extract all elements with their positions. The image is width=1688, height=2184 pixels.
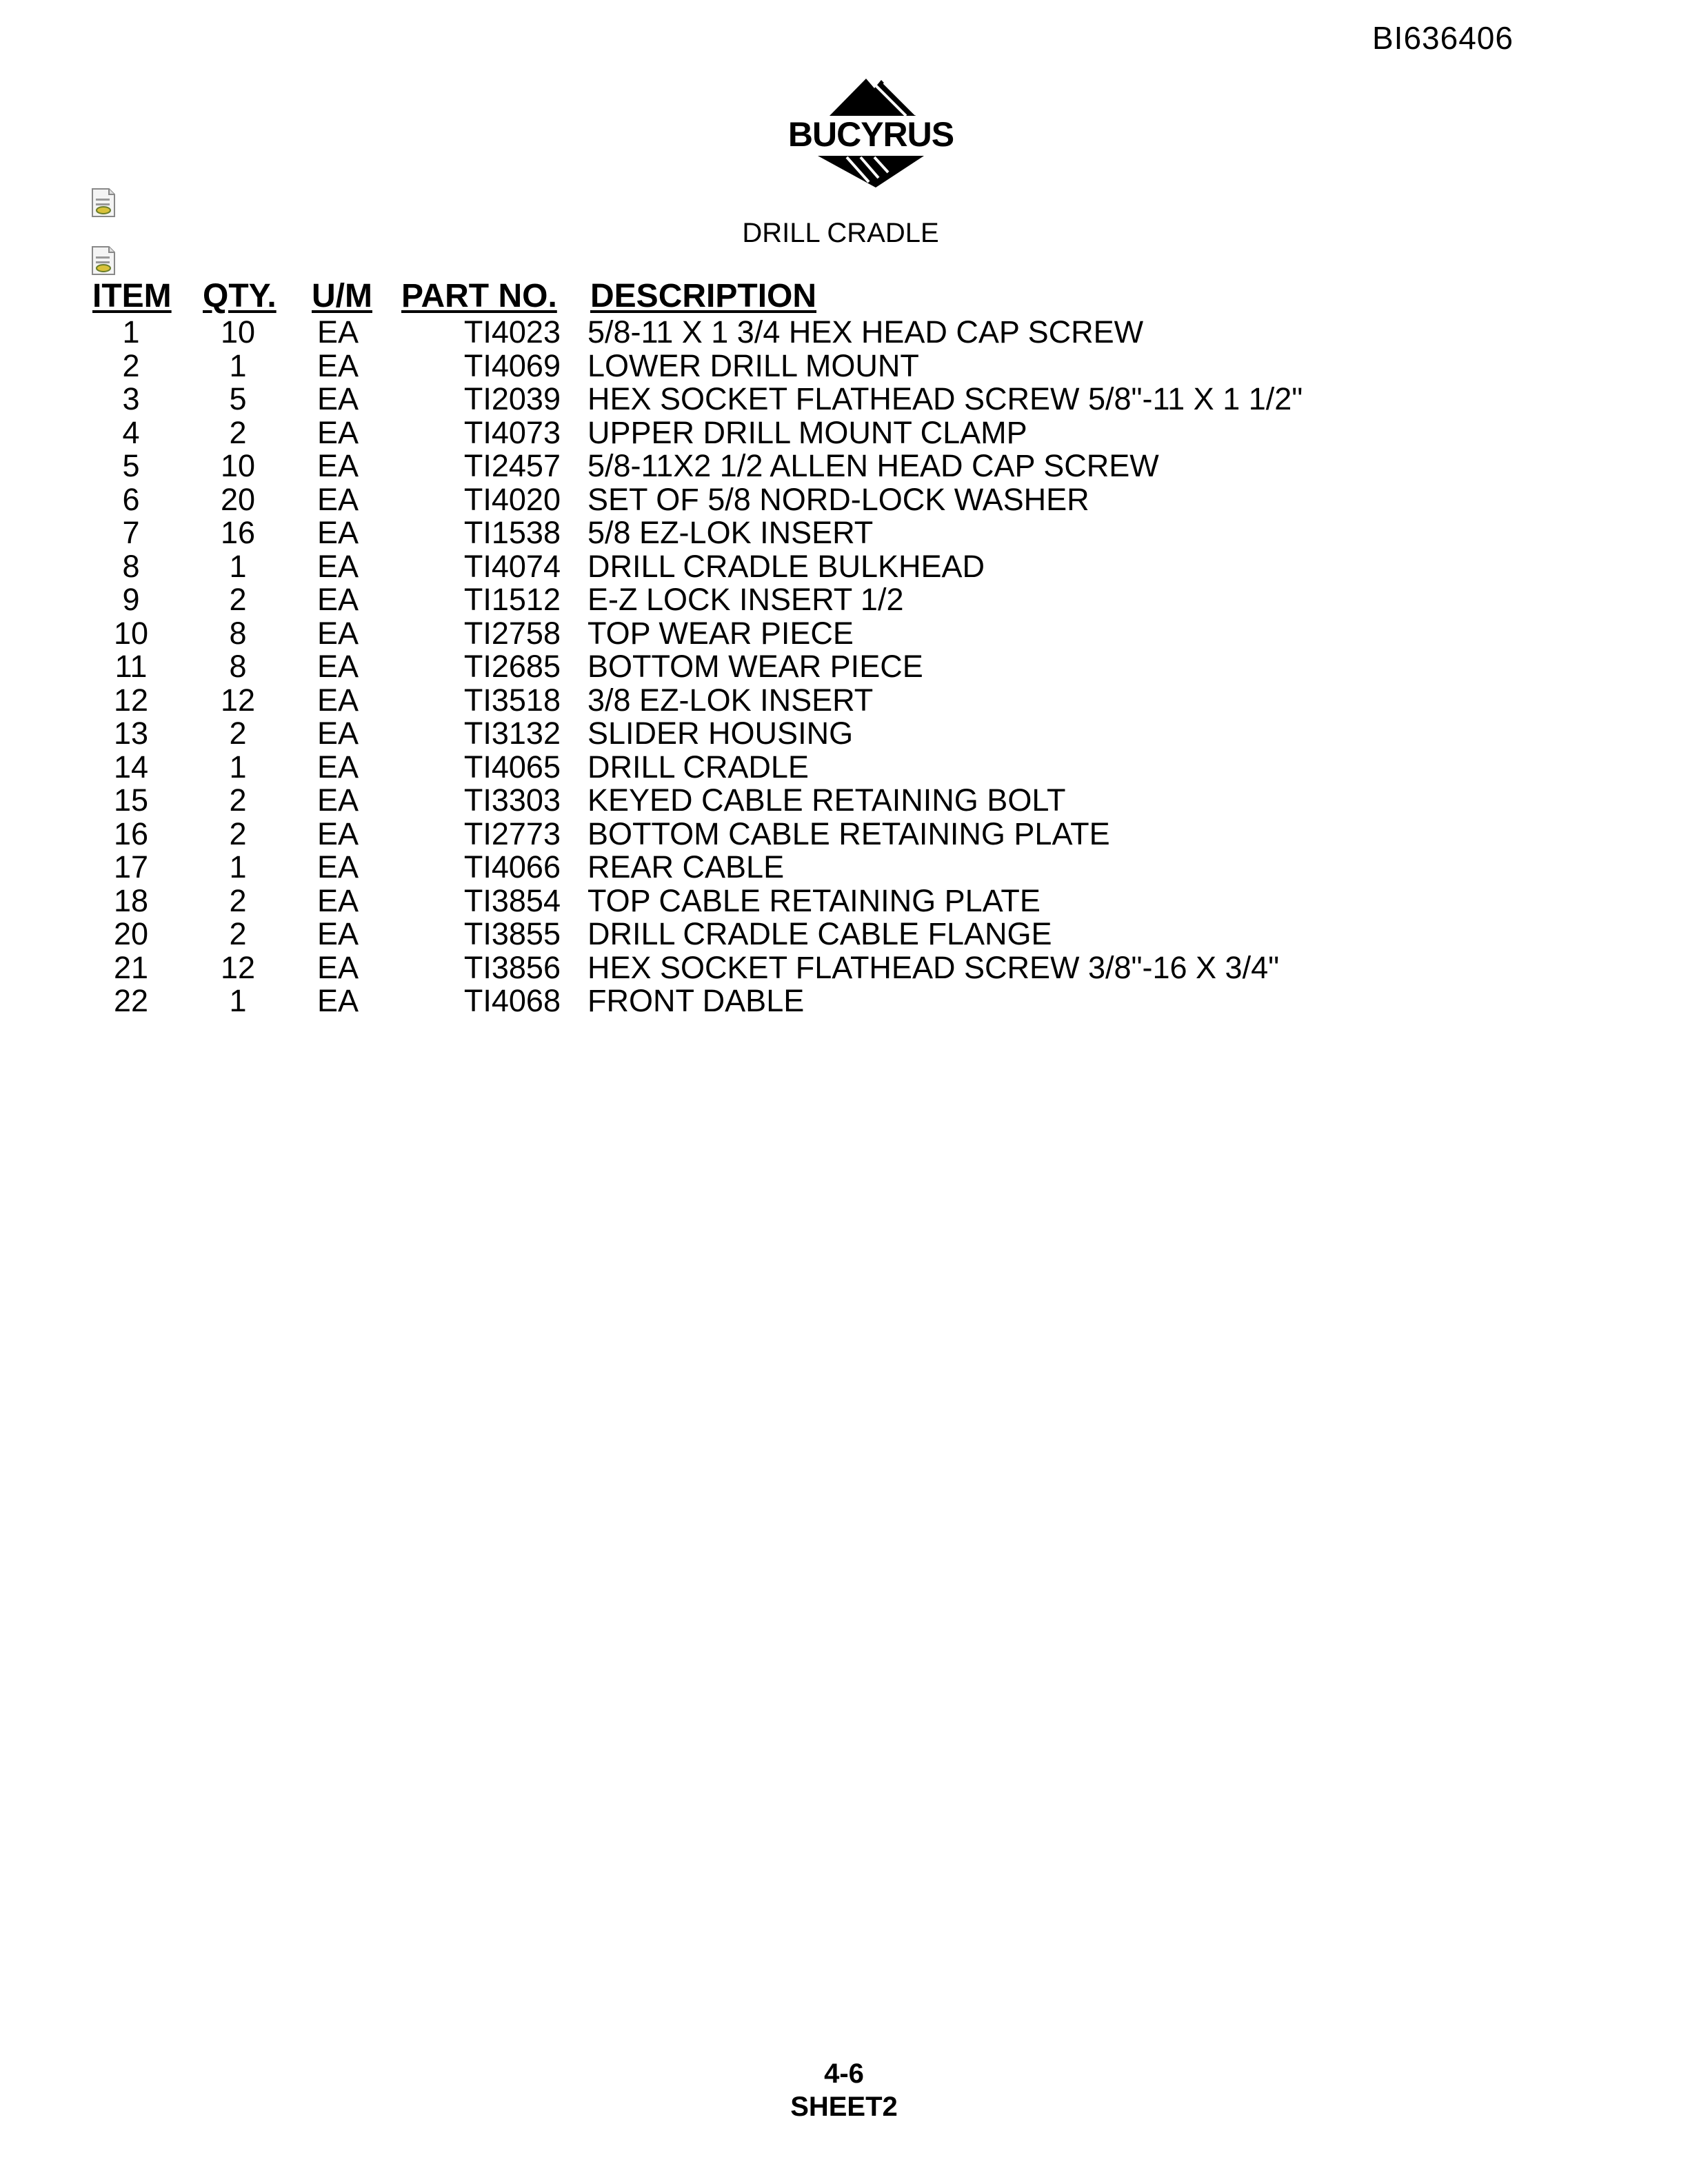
cell-item: 11: [114, 649, 148, 684]
cell-qty: 8: [229, 649, 247, 684]
cell-item: 4: [122, 414, 140, 450]
cell-qty: 1: [229, 347, 247, 383]
cell-description: FRONT DABLE: [587, 983, 805, 1018]
cell-qty: 10: [220, 314, 256, 350]
cell-description: SLIDER HOUSING: [587, 716, 854, 751]
cell-qty: 2: [229, 716, 247, 751]
cell-item: 16: [113, 816, 149, 851]
cell-um: EA: [316, 414, 359, 450]
cell-part-no: TI1538: [463, 515, 561, 550]
cell-qty: 20: [220, 481, 256, 517]
cell-um: EA: [316, 381, 359, 416]
cell-part-no: TI4074: [463, 548, 561, 584]
cell-description: SET OF 5/8 NORD-LOCK WASHER: [587, 481, 1089, 517]
cell-description: TOP CABLE RETAINING PLATE: [587, 882, 1041, 918]
cell-part-no: TI4065: [463, 749, 561, 785]
cell-part-no: TI2758: [463, 615, 561, 651]
cell-um: EA: [316, 448, 359, 483]
cell-um: EA: [316, 983, 359, 1018]
cell-description: 3/8 EZ-LOK INSERT: [587, 682, 874, 718]
cell-part-no: TI3855: [463, 916, 561, 951]
cell-qty: 2: [229, 816, 247, 851]
header-item: ITEM: [92, 278, 172, 314]
sheet-label: SHEET2: [790, 2092, 898, 2122]
cell-um: EA: [316, 782, 359, 818]
header-qty: QTY.: [203, 278, 277, 314]
cell-item: 17: [113, 849, 149, 884]
cell-part-no: TI2773: [463, 816, 561, 851]
bucyrus-logo: [778, 74, 964, 192]
cell-item: 22: [113, 983, 149, 1018]
cell-part-no: TI4023: [463, 314, 561, 350]
cell-item: 14: [113, 749, 149, 785]
cell-description: E-Z LOCK INSERT 1/2: [587, 582, 904, 617]
cell-item: 18: [113, 882, 149, 918]
cell-qty: 2: [229, 414, 247, 450]
cell-description: REAR CABLE: [587, 849, 785, 884]
cell-qty: 16: [220, 515, 256, 550]
cell-um: EA: [316, 582, 359, 617]
cell-item: 10: [113, 615, 149, 651]
cell-um: EA: [316, 615, 359, 651]
cell-item: 3: [122, 381, 140, 416]
cell-um: EA: [316, 849, 359, 884]
cell-description: 5/8-11 X 1 3/4 HEX HEAD CAP SCREW: [587, 314, 1144, 350]
cell-qty: 1: [229, 749, 247, 785]
cell-part-no: TI2039: [463, 381, 561, 416]
cell-description: 5/8-11X2 1/2 ALLEN HEAD CAP SCREW: [587, 448, 1159, 483]
cell-qty: 8: [229, 615, 247, 651]
cell-part-no: TI4066: [463, 849, 561, 884]
cell-description: KEYED CABLE RETAINING BOLT: [587, 782, 1066, 818]
cell-qty: 2: [229, 882, 247, 918]
cell-um: EA: [316, 481, 359, 517]
cell-part-no: TI3856: [463, 949, 561, 985]
cell-part-no: TI3303: [463, 782, 561, 818]
cell-item: 13: [113, 716, 149, 751]
cell-um: EA: [316, 347, 359, 383]
cell-qty: 1: [229, 849, 247, 884]
cell-item: 15: [113, 782, 149, 818]
cell-um: EA: [316, 515, 359, 550]
cell-qty: 10: [220, 448, 256, 483]
cell-description: DRILL CRADLE BULKHEAD: [587, 548, 985, 584]
cell-um: EA: [316, 716, 359, 751]
cell-um: EA: [316, 548, 359, 584]
header-description: DESCRIPTION: [590, 278, 817, 314]
cell-part-no: TI1512: [463, 582, 561, 617]
cell-qty: 2: [229, 916, 247, 951]
page-title: [0, 218, 1688, 249]
header-um: U/M: [312, 278, 372, 314]
cell-description: HEX SOCKET FLATHEAD SCREW 3/8"-16 X 3/4": [587, 949, 1280, 985]
cell-item: 7: [122, 515, 140, 550]
page-title-text: DRILL CRADLE: [742, 218, 939, 248]
cell-item: 1: [122, 314, 140, 350]
cell-um: EA: [316, 649, 359, 684]
cell-qty: 2: [229, 582, 247, 617]
cell-qty: 1: [229, 548, 247, 584]
cell-description: DRILL CRADLE CABLE FLANGE: [587, 916, 1052, 951]
cell-um: EA: [316, 682, 359, 718]
embedded-file-icon[interactable]: [90, 245, 117, 276]
cell-description: BOTTOM CABLE RETAINING PLATE: [587, 816, 1110, 851]
cell-part-no: TI4068: [463, 983, 561, 1018]
cell-item: 2: [122, 347, 140, 383]
cell-item: 6: [122, 481, 140, 517]
cell-um: EA: [316, 816, 359, 851]
cell-part-no: TI3132: [463, 716, 561, 751]
cell-um: EA: [316, 882, 359, 918]
cell-item: 9: [122, 582, 140, 617]
cell-part-no: TI4073: [463, 414, 561, 450]
cell-item: 8: [122, 548, 140, 584]
cell-part-no: TI4069: [463, 347, 561, 383]
header-part-no: PART NO.: [401, 278, 557, 314]
cell-description: TOP WEAR PIECE: [587, 615, 854, 651]
cell-qty: 12: [220, 682, 256, 718]
cell-description: LOWER DRILL MOUNT: [587, 347, 919, 383]
cell-qty: 1: [229, 983, 247, 1018]
cell-um: EA: [316, 949, 359, 985]
cell-part-no: TI4020: [463, 481, 561, 517]
cell-description: HEX SOCKET FLATHEAD SCREW 5/8"-11 X 1 1/2": [587, 381, 1303, 416]
cell-part-no: TI3854: [463, 882, 561, 918]
cell-part-no: TI2685: [463, 649, 561, 684]
embedded-file-icon[interactable]: [90, 188, 117, 218]
cell-part-no: TI2457: [463, 448, 561, 483]
cell-description: UPPER DRILL MOUNT CLAMP: [587, 414, 1027, 450]
cell-part-no: TI3518: [463, 682, 561, 718]
cell-item: 12: [113, 682, 149, 718]
brand-wordmark: BUCYRUS: [787, 115, 954, 154]
cell-um: EA: [316, 749, 359, 785]
document-id: BI636406: [1372, 20, 1514, 56]
cell-description: BOTTOM WEAR PIECE: [587, 649, 923, 684]
cell-item: 5: [122, 448, 140, 483]
cell-qty: 5: [229, 381, 247, 416]
page-number: 4-6: [824, 2059, 864, 2089]
cell-um: EA: [316, 314, 359, 350]
cell-description: 5/8 EZ-LOK INSERT: [587, 515, 874, 550]
cell-um: EA: [316, 916, 359, 951]
cell-item: 20: [113, 916, 149, 951]
cell-qty: 12: [220, 949, 256, 985]
cell-qty: 2: [229, 782, 247, 818]
cell-item: 21: [113, 949, 149, 985]
cell-description: DRILL CRADLE: [587, 749, 809, 785]
